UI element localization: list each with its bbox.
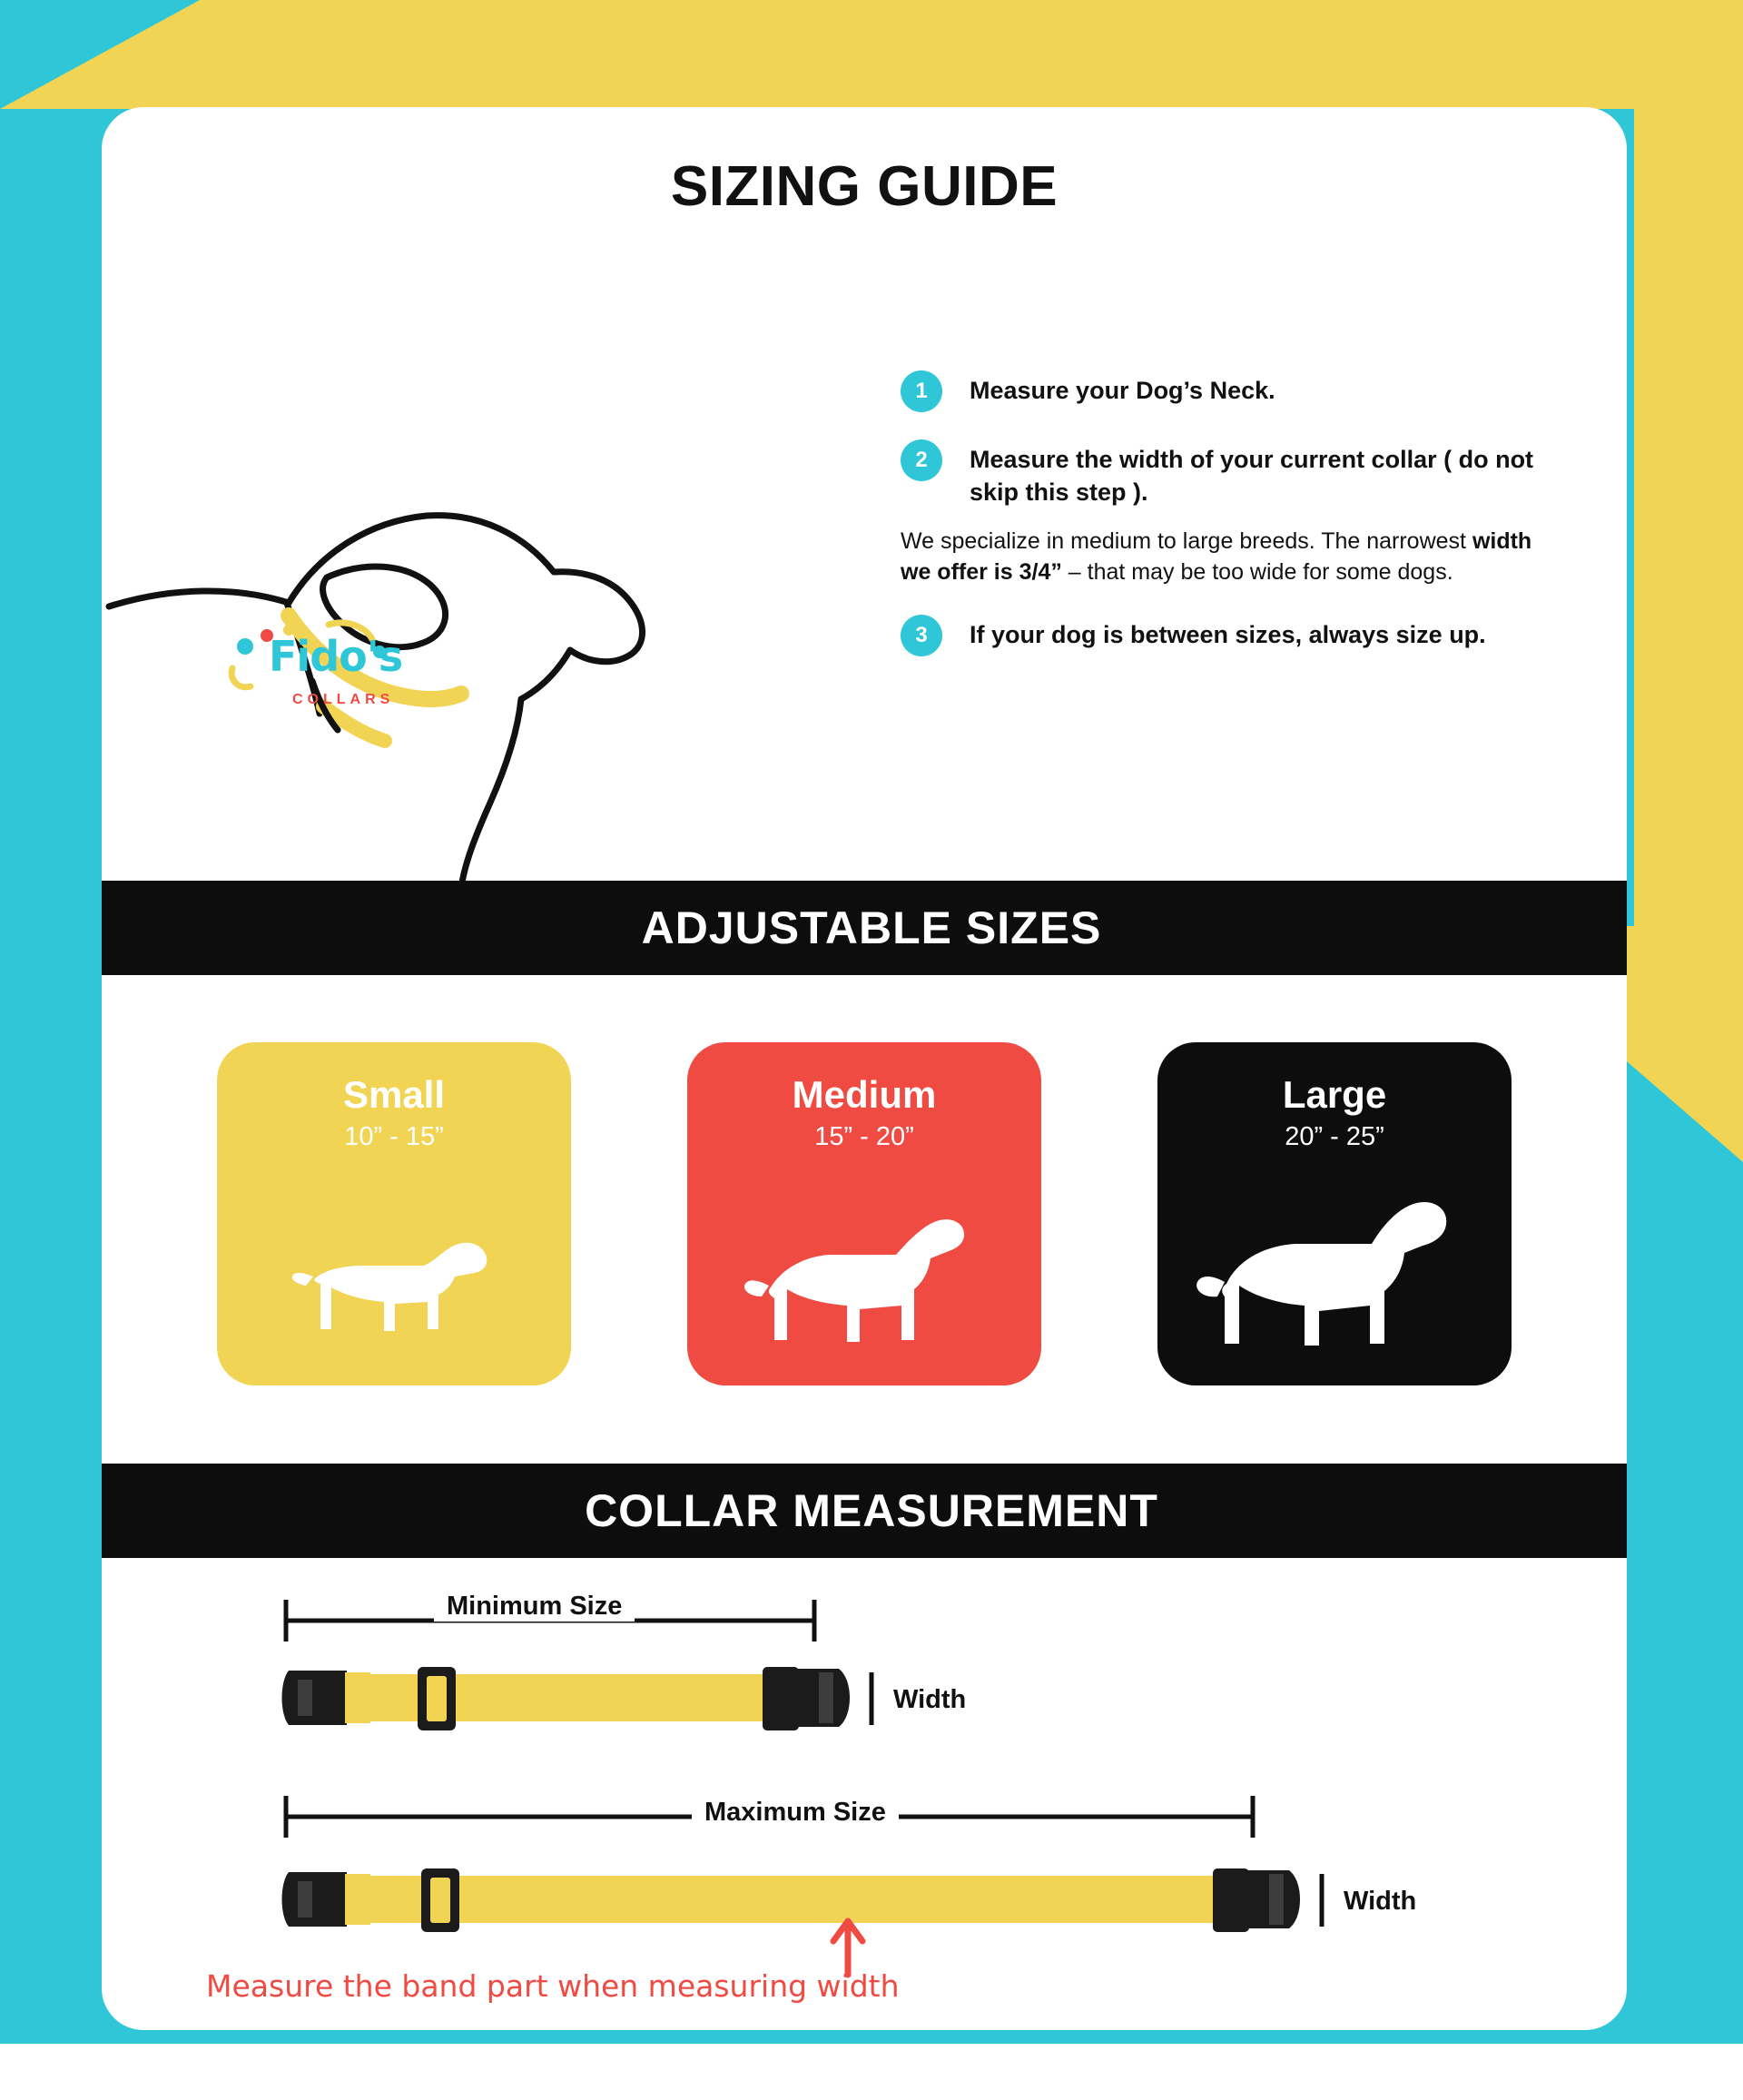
background-yellow-right-band <box>1634 0 1743 926</box>
instruction-steps <box>901 370 1554 684</box>
medium-dog-icon <box>687 1169 1041 1378</box>
size-range: 15” - 20” <box>814 1122 914 1151</box>
minimum-size-collar-diagram <box>102 1578 1627 1769</box>
step-text: Measure your Dog’s Neck. <box>970 377 1275 404</box>
size-card-row <box>102 1042 1627 1385</box>
page-title: SIZING GUIDE <box>670 155 1059 218</box>
size-range: 20” - 25” <box>1285 1122 1384 1151</box>
width-note-part1: We specialize in medium to large breeds. The narrowest <box>901 528 1472 555</box>
banner-collar-measurement: COLLAR MEASUREMENT <box>102 1464 1627 1558</box>
large-dog-icon <box>1157 1169 1512 1378</box>
step-text: If your dog is between sizes, always size up. <box>970 621 1486 649</box>
step-number-badge: 2 <box>901 439 942 481</box>
brand-tagline: COLLARS <box>292 692 395 707</box>
step-item-2 <box>901 439 1554 508</box>
step-number-badge: 3 <box>901 615 942 656</box>
width-label-maximum: Width <box>1344 1887 1417 1916</box>
width-note-bold: width we offer is 3/4” <box>901 528 1532 585</box>
step-item-3 <box>901 615 1554 660</box>
size-name: Large <box>1282 1073 1387 1116</box>
step-text: Measure the width of your current collar ( do not skip this step ). <box>970 446 1534 506</box>
background-yellow-top-corner <box>0 0 200 109</box>
background-yellow-top-band <box>0 0 1743 109</box>
minimum-size-label: Minimum Size <box>434 1592 635 1622</box>
size-range: 10” - 15” <box>344 1122 444 1151</box>
banner-adjustable-sizes: ADJUSTABLE SIZES <box>102 881 1627 975</box>
background-white-bottom <box>0 2044 1743 2100</box>
size-name: Medium <box>792 1073 937 1116</box>
size-card-large[interactable] <box>1157 1042 1512 1385</box>
size-card-medium[interactable] <box>687 1042 1041 1385</box>
brand-logo <box>220 616 483 752</box>
step-item-1 <box>901 370 1554 416</box>
maximum-size-label: Maximum Size <box>692 1798 899 1828</box>
size-name: Small <box>342 1073 446 1116</box>
step-number-badge: 1 <box>901 370 942 412</box>
brand-name: Fido's <box>269 632 403 681</box>
sizing-guide-card <box>102 107 1627 2030</box>
width-label-minimum: Width <box>893 1685 967 1714</box>
width-note-part2: – that may be too wide for some dogs. <box>1061 558 1453 585</box>
collar-measurement-diagram <box>102 1578 1627 2030</box>
width-note <box>901 527 1536 587</box>
size-card-small[interactable] <box>217 1042 571 1385</box>
small-dog-icon <box>217 1169 571 1378</box>
measurement-footnote: Measure the band part when measuring width <box>206 1968 900 2004</box>
